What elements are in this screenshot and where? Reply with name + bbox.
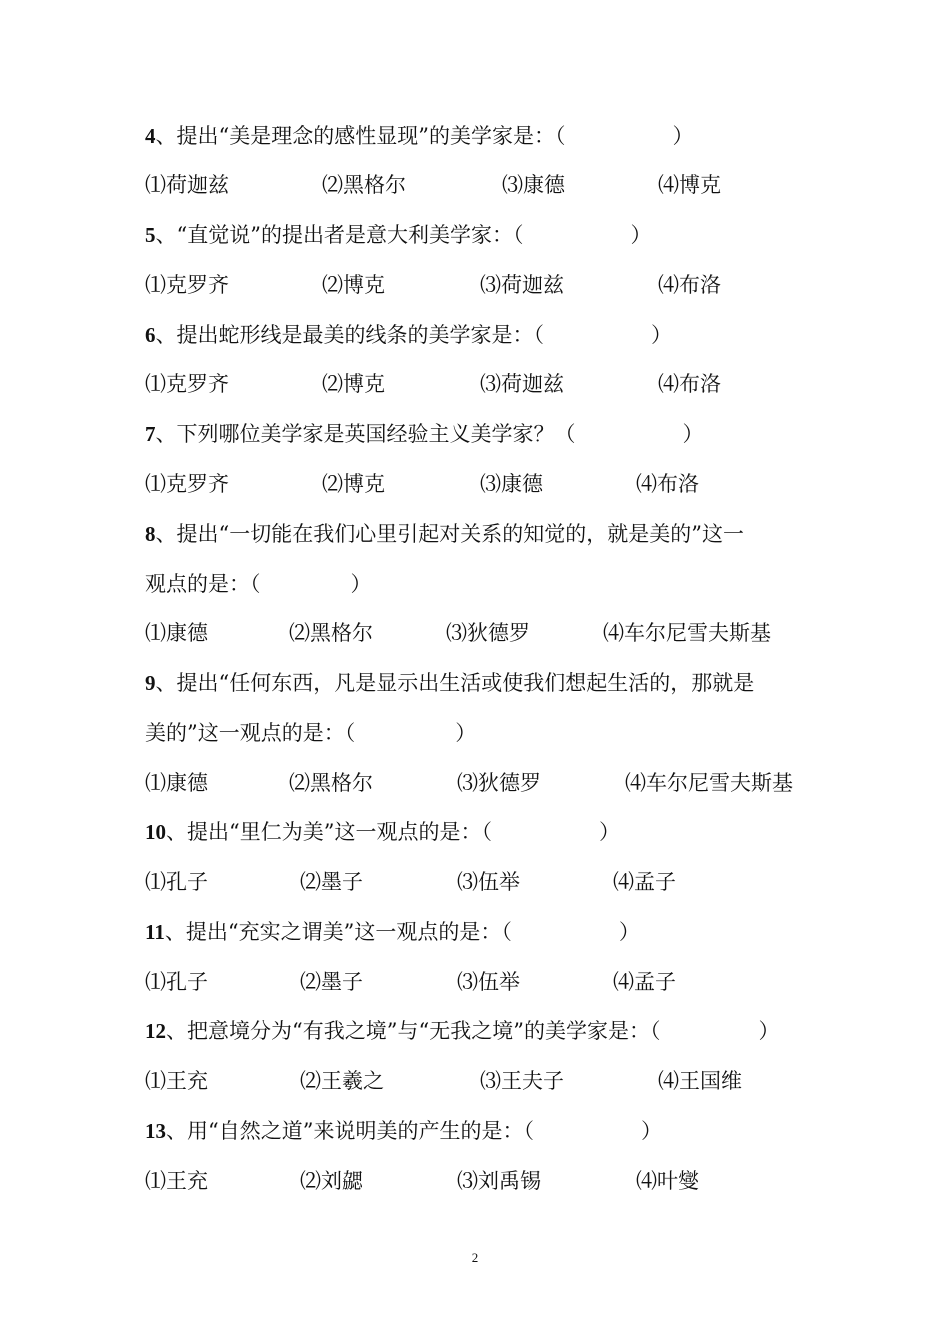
option: ⑶狄德罗 <box>446 621 530 645</box>
option: ⑵博克 <box>322 273 385 297</box>
option: ⑷布洛 <box>636 472 699 496</box>
option: ⑷布洛 <box>658 273 721 297</box>
option: ⑵墨子 <box>300 870 363 894</box>
options-10 <box>145 864 835 900</box>
options-7 <box>145 466 835 502</box>
question-8-cont <box>145 566 835 602</box>
option: ⑴康德 <box>145 621 208 645</box>
option: ⑶康德 <box>502 173 565 197</box>
option: ⑷车尔尼雪夫斯基 <box>625 771 793 795</box>
question-close: ） <box>651 323 672 347</box>
question-9-cont <box>145 715 835 751</box>
option: ⑴克罗齐 <box>145 372 229 396</box>
question-text: 、把意境分为“有我之境”与“无我之境”的美学家是：（ <box>166 1019 661 1043</box>
option: ⑷王国维 <box>658 1069 742 1093</box>
option: ⑵黑格尔 <box>322 173 406 197</box>
question-close: ） <box>630 223 652 247</box>
option: ⑴克罗齐 <box>145 472 229 496</box>
option: ⑷叶燮 <box>636 1169 699 1193</box>
question-close: ） <box>618 920 640 944</box>
option: ⑵墨子 <box>300 970 363 994</box>
option: ⑵黑格尔 <box>289 771 373 795</box>
question-number: 5 <box>145 223 156 247</box>
option: ⑶刘禹锡 <box>457 1169 541 1193</box>
options-13 <box>145 1163 835 1199</box>
question-6 <box>145 317 835 353</box>
options-12 <box>145 1063 835 1099</box>
option: ⑵博克 <box>322 372 385 396</box>
question-13 <box>145 1113 835 1149</box>
question-text: 、提出“美是理念的感性显现”的美学家是：（ <box>155 124 566 148</box>
question-text: 、下列哪位美学家是英国经验主义美学家？（ <box>155 422 576 446</box>
options-5 <box>145 267 835 303</box>
question-7 <box>145 416 835 452</box>
option: ⑵黑格尔 <box>289 621 373 645</box>
option: ⑶伍举 <box>457 870 520 894</box>
question-number: 10 <box>145 820 166 844</box>
question-close: ） <box>758 1019 780 1043</box>
option: ⑷孟子 <box>613 870 676 894</box>
question-close: ） <box>455 721 477 745</box>
question-number: 11 <box>145 920 165 944</box>
option: ⑷布洛 <box>658 372 721 396</box>
option: ⑵刘勰 <box>300 1169 363 1193</box>
question-text: 、提出“一切能在我们心里引起对关系的知觉的，就是美的”这一 <box>155 522 744 546</box>
option: ⑶王夫子 <box>480 1069 564 1093</box>
question-5 <box>145 217 835 253</box>
question-text: 观点的是：（ <box>145 572 261 596</box>
question-number: 8 <box>145 522 156 546</box>
options-8 <box>145 615 835 651</box>
question-number: 9 <box>145 671 156 695</box>
question-close: ） <box>672 124 694 148</box>
question-close: ） <box>640 1119 662 1143</box>
options-6 <box>145 366 835 402</box>
option: ⑴孔子 <box>145 870 208 894</box>
question-text: 、提出“里仁为美”这一观点的是：（ <box>166 820 492 844</box>
option: ⑶伍举 <box>457 970 520 994</box>
question-text: 美的”这一观点的是：（ <box>145 721 356 745</box>
question-text: 、提出“充实之谓美”这一观点的是：（ <box>164 920 512 944</box>
option: ⑷孟子 <box>613 970 676 994</box>
question-text: 、提出“任何东西，凡是显示出生活或使我们想起生活的，那就是 <box>155 671 755 695</box>
options-11 <box>145 964 835 1000</box>
question-text: 、“直觉说”的提出者是意大利美学家：（ <box>155 223 524 247</box>
page-number: 2 <box>471 1250 479 1265</box>
question-number: 4 <box>145 124 156 148</box>
question-number: 12 <box>145 1019 166 1043</box>
option: ⑴王充 <box>145 1069 208 1093</box>
option: ⑴荷迦兹 <box>145 173 229 197</box>
option: ⑴孔子 <box>145 970 208 994</box>
option: ⑶荷迦兹 <box>480 372 564 396</box>
option: ⑷博克 <box>658 173 721 197</box>
option: ⑶荷迦兹 <box>480 273 564 297</box>
options-4 <box>145 167 835 203</box>
question-close: ） <box>682 422 704 446</box>
question-close: ） <box>350 572 372 596</box>
option: ⑶康德 <box>480 472 543 496</box>
option: ⑴克罗齐 <box>145 273 229 297</box>
option: ⑵王羲之 <box>300 1069 384 1093</box>
question-4 <box>145 118 835 154</box>
option: ⑷车尔尼雪夫斯基 <box>603 621 771 645</box>
question-number: 13 <box>145 1119 166 1143</box>
question-8 <box>145 516 835 552</box>
question-number: 7 <box>145 422 156 446</box>
options-9 <box>145 765 835 801</box>
question-close: ） <box>598 820 620 844</box>
question-11 <box>145 914 835 950</box>
question-12 <box>145 1013 835 1049</box>
question-number: 6 <box>145 323 156 347</box>
option: ⑴康德 <box>145 771 208 795</box>
option: ⑵博克 <box>322 472 385 496</box>
option: ⑶狄德罗 <box>457 771 541 795</box>
question-9 <box>145 665 835 701</box>
question-text: 、提出蛇形线是最美的线条的美学家是：（ <box>155 323 544 347</box>
question-text: 、用“自然之道”来说明美的产生的是：（ <box>166 1119 534 1143</box>
option: ⑴王充 <box>145 1169 208 1193</box>
question-10 <box>145 814 835 850</box>
